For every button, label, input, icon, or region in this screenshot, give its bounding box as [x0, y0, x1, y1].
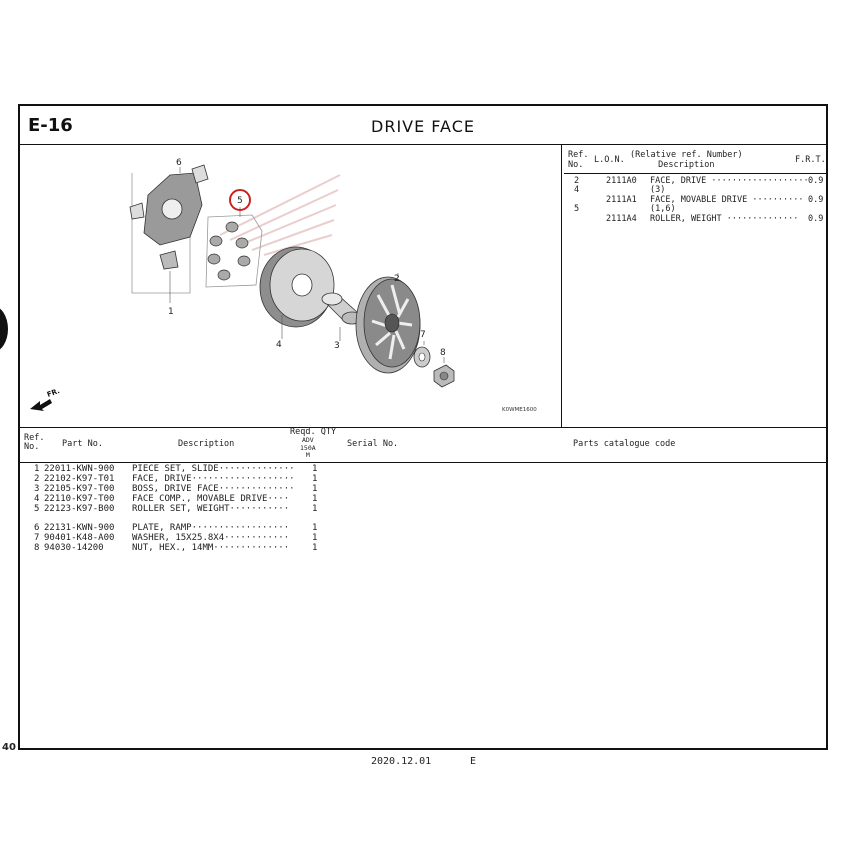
labor-time-table	[564, 145, 826, 427]
parts-cell-ref: 5	[34, 504, 40, 514]
parts-cell-part: 94030-14200	[44, 543, 104, 553]
rel-col-ref: Ref. No.	[568, 150, 589, 170]
callout-4: 4	[276, 340, 282, 350]
callout-6: 6	[176, 158, 182, 168]
exploded-diagram	[20, 145, 562, 427]
hex-nut	[434, 357, 454, 387]
parts-cell-ref: 7	[34, 533, 40, 543]
footer-date: 2020.12.01	[371, 756, 432, 767]
parts-cell-part: 22102-K97-T01	[44, 474, 115, 484]
rel-cell-desc: FACE, MOVABLE DRIVE ··········	[650, 195, 804, 205]
parts-cell-ref: 2	[34, 474, 40, 484]
rel-cell-desc: (3)	[650, 185, 666, 195]
parts-col-desc: Description	[178, 439, 235, 449]
page-title: DRIVE FACE	[371, 117, 475, 136]
parts-cell-desc: PIECE SET, SLIDE··············	[132, 464, 295, 474]
parts-cell-part: 90401-K48-A00	[44, 533, 115, 543]
parts-cell-ref: 6	[34, 523, 40, 533]
parts-col-part: Part No.	[62, 439, 103, 449]
drive-face-boss	[322, 293, 362, 341]
parts-cell-qty: 1	[312, 464, 318, 474]
rel-col-frt: F.R.T.	[795, 155, 826, 165]
table-row	[20, 474, 826, 484]
callout-5: 5	[237, 196, 243, 206]
parts-cell-ref: 4	[34, 494, 40, 504]
parts-cell-qty: 1	[312, 474, 318, 484]
callout-3: 3	[334, 341, 340, 351]
parts-cell-part: 22011-KWN-900	[44, 464, 115, 474]
parts-col-ref: Ref. No.	[24, 433, 45, 452]
figure-code: K0WME1600	[502, 407, 537, 413]
parts-cell-desc: WASHER, 15X25.8X4············	[132, 533, 290, 543]
parts-cell-desc: FACE COMP., MOVABLE DRIVE····	[132, 494, 290, 504]
movable-drive-face	[260, 247, 334, 339]
rel-col-desc: (Relative ref. Number) Description	[630, 150, 743, 170]
parts-col-qty-title: Reqd. QTY	[290, 427, 337, 437]
rel-cell-ref: 5	[574, 204, 580, 214]
rel-cell-lon: 2111A1	[606, 195, 637, 205]
parts-cell-part: 22131-KWN-900	[44, 523, 115, 533]
diagram-drawing	[20, 145, 560, 425]
rel-cell-ref: 2	[574, 176, 580, 186]
footer-edition: E	[470, 756, 477, 767]
front-direction-label: FR.	[45, 386, 61, 399]
parts-cell-part: 22105-K97-T00	[44, 484, 115, 494]
table-row	[20, 523, 826, 533]
rel-cell-lon: 2111A4	[606, 214, 637, 224]
parts-cell-qty: 1	[312, 494, 318, 504]
front-direction-arrow-icon	[30, 399, 52, 411]
parts-cell-qty: 1	[312, 484, 318, 494]
parts-cell-qty: 1	[312, 533, 318, 543]
table-row	[20, 533, 826, 543]
parts-cell-desc: NUT, HEX., 14MM··············	[132, 543, 290, 553]
callout-7: 7	[420, 330, 426, 340]
table-row	[20, 494, 826, 504]
parts-col-serial: Serial No.	[347, 439, 399, 449]
section-divider	[20, 427, 826, 428]
parts-cell-qty: 1	[312, 543, 318, 553]
table-row	[20, 464, 826, 474]
table-row	[20, 543, 826, 553]
parts-cell-ref: 3	[34, 484, 40, 494]
parts-header-rule	[20, 462, 826, 463]
rel-cell-desc: (1,6)	[650, 204, 676, 214]
table-row	[20, 484, 826, 494]
parts-cell-desc: FACE, DRIVE···················	[132, 474, 295, 484]
table-row	[20, 504, 826, 514]
parts-col-qty-model: ADV 150A M	[300, 436, 316, 459]
parts-cell-desc: PLATE, RAMP··················	[132, 523, 290, 533]
catalog-page-frame	[18, 104, 828, 750]
binder-hole	[0, 306, 8, 352]
callout-8: 8	[440, 348, 446, 358]
parts-cell-desc: BOSS, DRIVE FACE··············	[132, 484, 295, 494]
parts-cell-desc: ROLLER SET, WEIGHT···········	[132, 504, 290, 514]
rel-cell-desc: FACE, DRIVE ···················	[650, 176, 809, 186]
rel-cell-desc: ROLLER, WEIGHT ··············	[650, 214, 799, 224]
callout-1: 1	[168, 307, 174, 317]
rel-header-rule	[564, 173, 826, 174]
parts-cell-part: 22123-K97-B00	[44, 504, 115, 514]
ramp-plate-group	[130, 165, 208, 303]
parts-cell-qty: 1	[312, 523, 318, 533]
rel-cell-frt: 0.9	[808, 176, 824, 186]
parts-cell-ref: 8	[34, 543, 40, 553]
page-header	[20, 106, 826, 145]
rel-cell-frt: 0.9	[808, 214, 824, 224]
parts-cell-qty: 1	[312, 504, 318, 514]
parts-col-catalog: Parts catalogue code	[573, 439, 676, 449]
callout-2: 2	[394, 274, 400, 284]
rel-cell-frt: 0.9	[808, 195, 824, 205]
parts-cell-ref: 1	[34, 464, 40, 474]
rel-col-lon: L.O.N.	[594, 155, 625, 165]
page-number: 40	[2, 742, 16, 753]
drive-face	[356, 273, 420, 373]
rel-cell-lon: 2111A0	[606, 176, 637, 186]
parts-cell-part: 22110-K97-T00	[44, 494, 115, 504]
section-code: E-16	[28, 115, 73, 136]
rel-cell-ref: 4	[574, 185, 580, 195]
